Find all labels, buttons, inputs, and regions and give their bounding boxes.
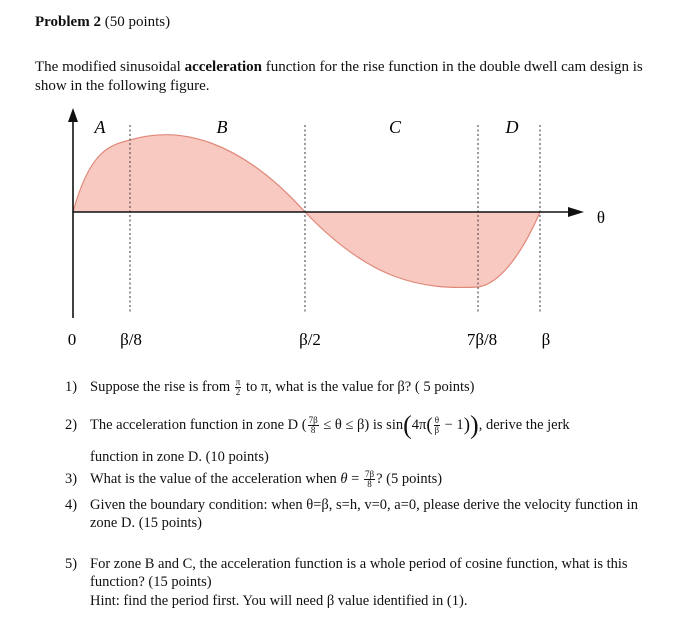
function-argument-post: − 1 bbox=[441, 417, 464, 433]
question-text: The acceleration function in zone D ( bbox=[90, 417, 307, 433]
zone-label-d: D bbox=[505, 117, 519, 137]
argument-fraction-denominator: β bbox=[434, 425, 440, 436]
question-text: Suppose the rise is from bbox=[90, 379, 234, 395]
question-text-post: , derive the jerk bbox=[478, 417, 570, 433]
question-number: 4) bbox=[65, 497, 78, 513]
question-text-post: ? (5 points) bbox=[376, 471, 443, 487]
problem-heading: Problem 2 bbox=[35, 14, 101, 30]
fraction bbox=[235, 378, 242, 397]
tick-label-beta-8: β/8 bbox=[120, 330, 142, 349]
tick-label-7beta-8: 7β/8 bbox=[466, 330, 498, 349]
theta-axis-label: θ bbox=[596, 208, 606, 227]
question-text: For zone B and C, the acceleration function is a whole period of cosine function, what is this function? (15 points) bbox=[90, 556, 628, 590]
argument-fraction bbox=[434, 416, 440, 435]
function-argument-pre: 4π bbox=[411, 417, 427, 433]
question-number: 3) bbox=[65, 471, 78, 487]
acceleration-curve-fill bbox=[73, 135, 540, 288]
zone-label-c: C bbox=[388, 117, 402, 137]
acceleration-figure bbox=[0, 100, 700, 370]
question-number: 2) bbox=[65, 417, 78, 433]
fraction bbox=[364, 470, 375, 489]
fraction-denominator: 8 bbox=[367, 479, 372, 490]
intro-bold-word: acceleration bbox=[184, 59, 263, 75]
zone-label-b: B bbox=[216, 117, 228, 137]
question-text-post: to π, what is the value for β? ( 5 points) bbox=[242, 379, 475, 395]
question-text-mid: ≤ θ ≤ β) is sin bbox=[319, 417, 404, 433]
vertical-axis-arrow bbox=[68, 108, 78, 122]
theta-variable: θ bbox=[340, 471, 348, 487]
equals-sign: = bbox=[347, 471, 363, 487]
horizontal-axis-arrow bbox=[568, 207, 584, 217]
question-text: Given the boundary condition: when θ=β, s=h, v=0, a=0, please derive the velocity function in zone D. (15 points) bbox=[90, 497, 638, 531]
tick-label-0: 0 bbox=[67, 330, 77, 349]
intro-text-post: function for the rise function in the double dwell cam design is show in the following figure. bbox=[35, 59, 643, 94]
zone-label-a: A bbox=[94, 117, 106, 137]
question-2-line-2: function in zone D. (10 points) bbox=[90, 449, 269, 465]
tick-label-beta: β bbox=[541, 330, 551, 349]
question-number: 5) bbox=[65, 556, 78, 572]
fraction-denominator: 2 bbox=[235, 387, 241, 398]
tick-label-beta-2: β/2 bbox=[299, 330, 321, 349]
fraction-denominator: 8 bbox=[310, 425, 316, 436]
question-5-hint: Hint: find the period first. You will need β value identified in (1). bbox=[90, 593, 468, 609]
problem-points: (50 points) bbox=[104, 14, 171, 30]
fraction-numerator: π bbox=[235, 377, 241, 388]
problem-intro bbox=[35, 58, 670, 96]
argument-fraction-numerator: θ bbox=[434, 415, 439, 426]
problem-title bbox=[35, 14, 170, 31]
intro-text-pre: The modified sinusoidal bbox=[35, 59, 185, 75]
fraction-numerator: 7β bbox=[308, 415, 318, 426]
question-number: 1) bbox=[65, 379, 78, 395]
fraction bbox=[308, 416, 319, 435]
fraction-numerator: 7β bbox=[364, 469, 375, 480]
question-text: What is the value of the acceleration when bbox=[90, 471, 341, 487]
